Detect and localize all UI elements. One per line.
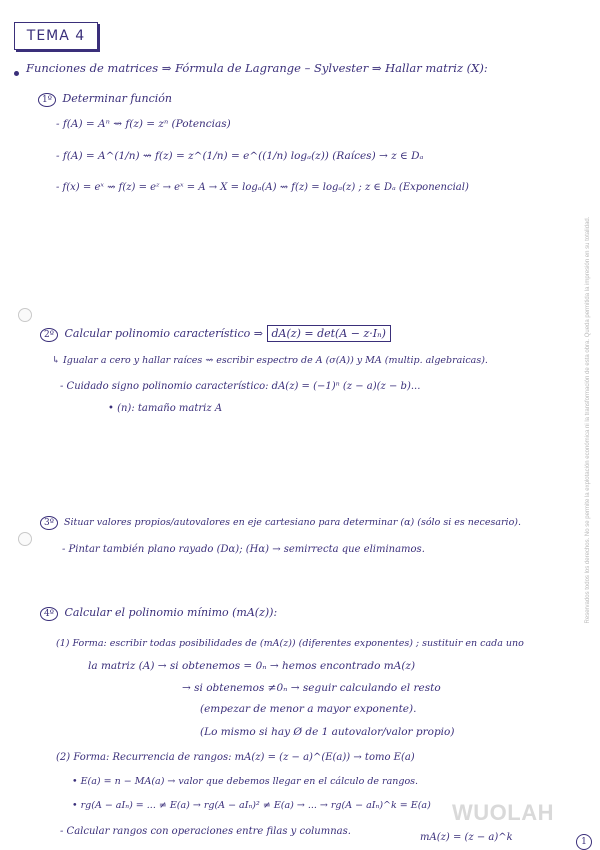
section-4-line-2: la matriz (A) → si obtenemos = 0ₙ → hemos encontrado mA(z)	[88, 660, 416, 672]
section-1-line-3: - f(x) = eˣ ⇝ f(z) = eᶻ → eˣ = A → X = logₐ(A) ⇝ f(z) = logₐ(z) ; z ∈ Dₐ (Exponencial)	[56, 182, 469, 193]
section-4-line-9: - Calcular rangos con operaciones entre filas y columnas.	[60, 826, 351, 837]
section-3-heading	[40, 516, 521, 530]
section-2-heading	[40, 327, 391, 342]
wuolah-watermark: WUOLAH	[452, 800, 554, 825]
section-4-heading	[40, 606, 277, 621]
page-title: TEMA 4	[14, 22, 98, 50]
characteristic-polynomial-formula: dA(z) = det(A − z·Iₙ)	[267, 325, 391, 342]
section-3-number: 3º	[40, 516, 58, 530]
section-4-number: 4º	[40, 607, 58, 621]
section-4-line-7: • E(a) = n − MA(a) → valor que debemos llegar en el cálculo de rangos.	[72, 776, 419, 787]
section-3-heading-text: Situar valores propios/autovalores en eje cartesiano para determinar (α) (sólo si es necesario).	[64, 517, 522, 528]
intro-line: Funciones de matrices ⇒ Fórmula de Lagrange – Sylvester ⇒ Hallar matriz (X):	[26, 61, 488, 75]
section-4-line-1: (1) Forma: escribir todas posibilidades de (mA(z)) (diferentes exponentes) ; sustituir en cada uno	[56, 638, 524, 649]
minimal-polynomial-result: mA(z) = (z − a)^k	[420, 832, 513, 843]
section-4-heading-text: Calcular el polinomio mínimo (mA(z)):	[64, 606, 278, 619]
page-number: 1	[576, 834, 592, 850]
section-1-heading-text: Determinar función	[62, 92, 172, 105]
section-4-line-3: → si obtenemos ≠0ₙ → seguir calculando el resto	[182, 682, 441, 694]
section-4-line-6: (2) Forma: Recurrencia de rangos: mA(z) = (z − a)^(E(a)) → tomo E(a)	[56, 752, 415, 763]
section-1-number: 1º	[38, 93, 56, 107]
section-2-heading-text: Calcular polinomio característico ⇒	[64, 327, 263, 340]
section-1-heading	[38, 92, 172, 107]
section-2-line-3: • (n): tamaño matriz A	[108, 403, 223, 414]
section-1-line-2: - f(A) = A^(1/n) ⇝ f(z) = z^(1/n) = e^((1/n) logₐ(z)) (Raíces) → z ∈ Dₐ	[56, 150, 424, 162]
section-2-number: 2º	[40, 328, 58, 342]
binder-hole-2	[18, 532, 32, 546]
copyright-side-note: Reservados todos los derechos. No se permite la explotación económica ni la transformación de esta obra. Queda permitida la impresión en su totalidad.	[585, 216, 591, 624]
section-4-line-8: • rg(A − aIₙ) = ... ≠ E(a) → rg(A − aIₙ)² ≠ E(a) → ... → rg(A − aIₙ)^k = E(a)	[72, 800, 431, 811]
intro-bullet	[14, 71, 19, 76]
section-4-line-5: (Lo mismo si hay Ø de 1 autovalor/valor propio)	[200, 726, 455, 738]
section-3-line-1: - Pintar también plano rayado (Dα); (Hα) → semirrecta que eliminamos.	[62, 544, 425, 555]
section-1-line-1: - f(A) = Aⁿ ⇝ f(z) = zⁿ (Potencias)	[56, 118, 231, 130]
section-2-line-2: - Cuidado signo polinomio característico: dA(z) = (−1)ⁿ (z − a)(z − b)...	[60, 381, 421, 392]
binder-hole-1	[18, 308, 32, 322]
section-4-line-4: (empezar de menor a mayor exponente).	[200, 703, 417, 715]
section-2-line-1: ↳ Igualar a cero y hallar raíces ⇝ escribir espectro de A (σ(A)) y MA (multip. algebraicas).	[52, 355, 488, 366]
